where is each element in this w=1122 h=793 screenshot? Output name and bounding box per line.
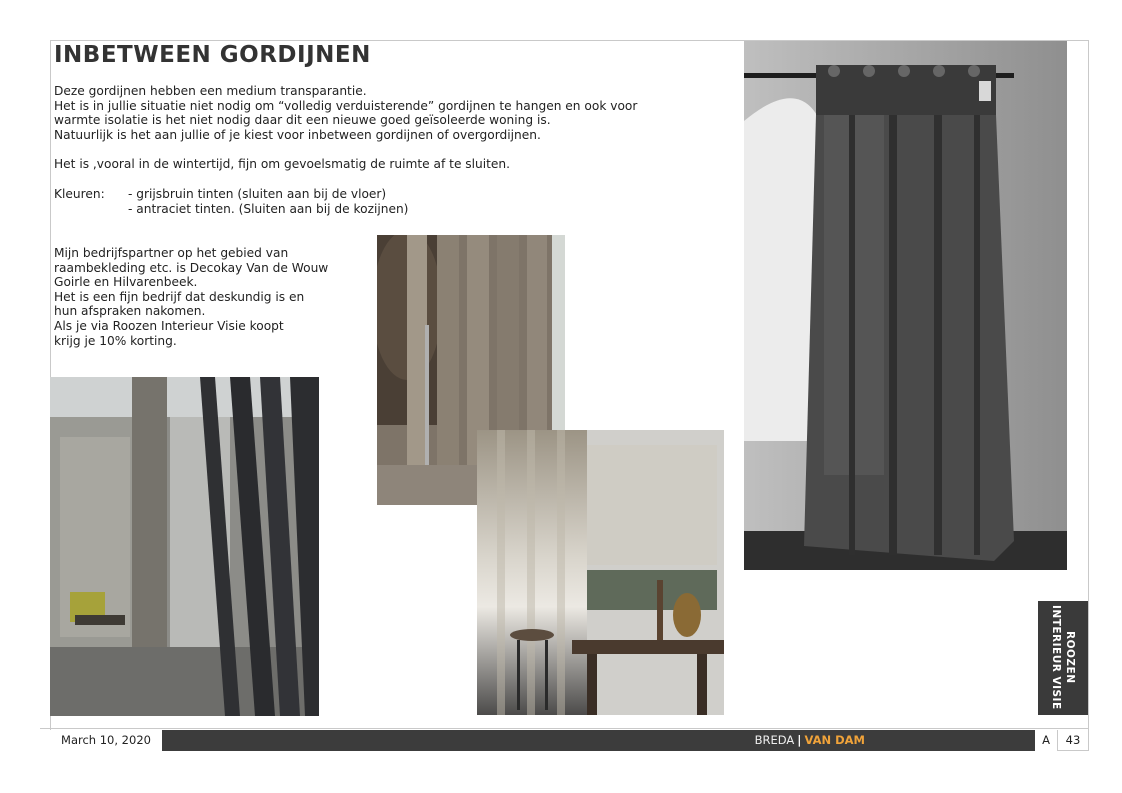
photo-concrete-interior bbox=[50, 377, 319, 716]
footer-date: March 10, 2020 bbox=[50, 730, 163, 751]
partner-line: Mijn bedrijfspartner op het gebied van bbox=[54, 246, 289, 260]
color-item: - grijsbruin tinten (sluiten aan bij de vloer) bbox=[128, 187, 387, 201]
brand-logo bbox=[1038, 601, 1088, 715]
partner-line: krijg je 10% korting. bbox=[54, 333, 177, 348]
partner-text bbox=[54, 246, 328, 348]
photo-anthracite-curtain bbox=[744, 41, 1067, 570]
page-number: 43 bbox=[1065, 733, 1081, 747]
partner-line: Goirle en Hilvarenbeek. bbox=[54, 275, 198, 290]
partner-line: hun afspraken nakomen. bbox=[54, 304, 206, 319]
footer-project bbox=[755, 730, 865, 751]
winter-note: Het is ,vooral in de wintertijd, fijn om gevoelsmatig de ruimte af te sluiten. bbox=[54, 157, 511, 171]
color-item: - antraciet tinten. (Sluiten aan bij de kozijnen) bbox=[128, 202, 409, 216]
footer-bar bbox=[162, 730, 1035, 751]
intro-line-1: Deze gordijnen hebben een medium transparantie. bbox=[54, 84, 367, 98]
footer-section: A bbox=[1035, 730, 1058, 751]
photo-ombre-curtain bbox=[477, 430, 724, 715]
intro-line-3: warmte isolatie is het niet nodig daar dit een nieuwe goed geïsoleerde woning is. bbox=[54, 113, 551, 128]
footer-city: BREDA bbox=[754, 733, 795, 747]
partner-line: Als je via Roozen Interieur Visie koopt bbox=[54, 318, 284, 333]
intro-line-2: Het is in jullie situatie niet nodig om “volledig verduisterende” gordijnen te hangen en ook voor bbox=[54, 98, 638, 113]
footer-client: VAN DAM bbox=[804, 733, 865, 747]
footer-divider bbox=[40, 728, 1089, 729]
intro-line-4: Natuurlijk is het aan jullie of je kiest voor inbetween gordijnen of overgordijnen. bbox=[54, 127, 541, 142]
footer-separator: | bbox=[797, 733, 802, 747]
partner-line: Het is een fijn bedrijf dat deskundig is en bbox=[54, 289, 305, 304]
brand-tagline: INTERIEUR VISIE bbox=[1050, 605, 1062, 710]
page-title: INBETWEEN GORDIJNEN bbox=[54, 42, 371, 68]
brand-name: ROOZEN bbox=[1064, 631, 1076, 684]
partner-line: raambekleding etc. is Decokay Van de Wouw bbox=[54, 260, 329, 275]
colors-label: Kleuren: bbox=[54, 187, 105, 201]
